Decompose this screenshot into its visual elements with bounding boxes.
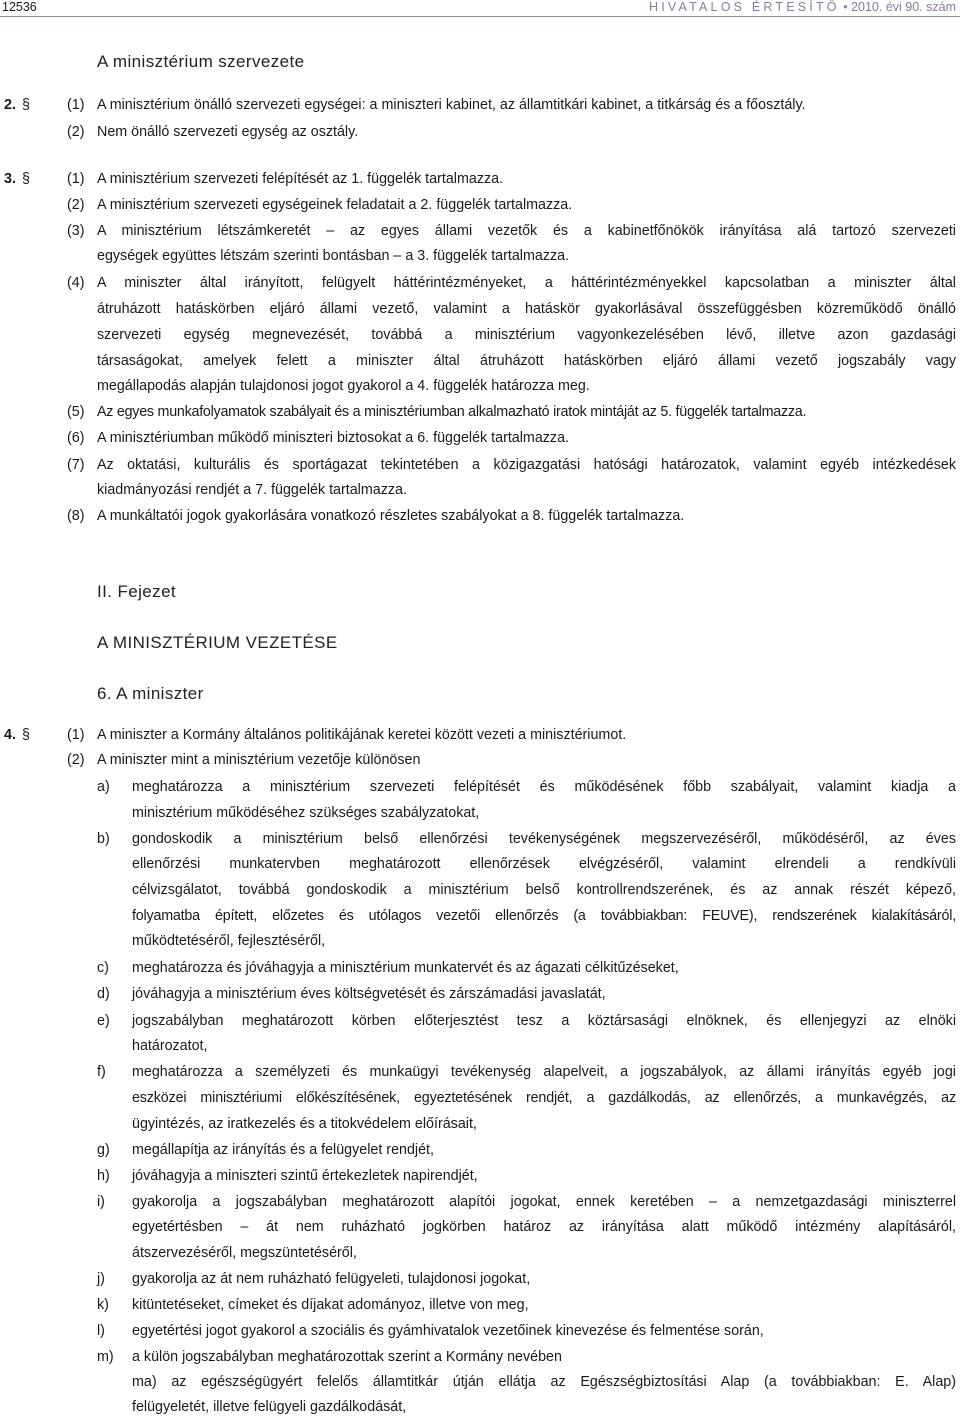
section-heading: A minisztérium szervezete: [97, 52, 305, 71]
s3-p1-number: (1): [67, 171, 85, 187]
s4-p1-number: (1): [67, 727, 85, 743]
s3-p8-text: A munkáltatói jogok gyakorlására vonatkozó részletes szabályokat a 8. függelék tartalmazza.: [97, 508, 685, 524]
s3-p5-text: Az egyes munkafolyamatok szabályait és a minisztériumban alkalmazható iratok mintáját az 5. függelék tartalmazza.: [97, 404, 807, 420]
s3-p7-line-2: kiadmányozási rendjét a 7. függelék tartalmazza.: [97, 482, 407, 498]
item-e-label: e): [97, 1013, 110, 1029]
item-j-text: gyakorolja az át nem ruházható felügyeleti, tulajdonosi jogokat,: [132, 1271, 531, 1287]
header-bullet: •: [843, 0, 848, 14]
item-b-line-1: gondoskodik a minisztérium belső ellenőrzési tevékenységének megszervezéséről, működéséről, az éves: [132, 831, 956, 847]
item-i-label: i): [97, 1194, 105, 1210]
item-g-text: megállapítja az irányítás és a felügyelet rendjét,: [132, 1142, 434, 1158]
item-h-text: jóváhagyja a miniszteri szintű értekezletek napirendjét,: [132, 1168, 478, 1184]
s3-p5-number: (5): [67, 404, 85, 420]
item-b-line-2: ellenőrzési munkatervben meghatározott ellenőrzések elvégzéséről, valamint elrendeli a rendkívüli: [132, 856, 956, 872]
item-b-label: b): [97, 831, 110, 847]
section-3-symbol: §: [22, 171, 30, 187]
item-l-text: egyetértési jogot gyakorol a szociális és gyámhivatalok vezetőinek kinevezése és felmentése során,: [132, 1323, 764, 1339]
item-e-line-2: határozatot,: [132, 1038, 208, 1054]
item-i-line-1: gyakorolja a jogszabályban meghatározott alapítói jogokat, ennek keretében – a nemzetgazdasági miniszterrel: [132, 1194, 956, 1210]
item-i-line-3: átszervezéséről, megszüntetéséről,: [132, 1245, 357, 1261]
s3-p2-text: A minisztérium szervezeti egységeinek feladatait a 2. függelék tartalmazza.: [97, 197, 573, 213]
section-2-number: 2.: [4, 97, 16, 113]
s2-p1-text: A minisztérium önálló szervezeti egységei: a miniszteri kabinet, az államtitkári kabinet, a titkárság és a főosztály.: [97, 97, 806, 113]
item-g-label: g): [97, 1142, 110, 1158]
item-c-text: meghatározza és jóváhagyja a minisztérium munkatervét és az ágazati célkitűzéseket,: [132, 960, 679, 976]
s3-p4-line-2: átruházott hatáskörben eljáró állami vezető, valamint a hatáskör gyakorlásával összefüggésben közreműködő önálló: [97, 301, 956, 317]
subsection-heading: 6. A miniszter: [97, 684, 204, 703]
chapter-heading: II. Fejezet: [97, 582, 177, 601]
s3-p7-line-1: Az oktatási, kulturális és sportágazat tekintetében a közigazgatási hatósági határozatok, valamint egyéb intézkedések: [97, 457, 956, 473]
item-e-line-1: jogszabályban meghatározott körben előterjesztést tesz a köztársasági elnöknek, és ellenjegyzi az elnöki: [132, 1013, 956, 1029]
item-d-text: jóváhagyja a minisztérium éves költségvetését és zárszámadási javaslatát,: [132, 986, 606, 1002]
item-c-label: c): [97, 960, 109, 976]
s3-p3-line-2: egységek együttes létszám szerinti bontásban – a 3. függelék tartalmazza.: [97, 248, 570, 264]
s3-p4-number: (4): [67, 275, 85, 291]
item-b-line-5: működtetéséről, fejlesztéséről,: [132, 933, 326, 949]
item-f-label: f): [97, 1064, 106, 1080]
item-a-line-2: minisztérium működéséhez szükséges szabályzatokat,: [132, 805, 480, 821]
s3-p3-number: (3): [67, 223, 85, 239]
s3-p6-text: A minisztériumban működő miniszteri biztosokat a 6. függelék tartalmazza.: [97, 430, 570, 446]
item-m-label: m): [97, 1349, 114, 1365]
s3-p4-line-5: megállapodás alapján tulajdonosi jogot gyakorol a 4. függelék határozza meg.: [97, 378, 590, 394]
issue-number: 2010. évi 90. szám: [851, 0, 956, 14]
item-ma-line-2: felügyeletét, illetve felügyeli gazdálkodását,: [132, 1399, 407, 1415]
item-d-label: d): [97, 986, 110, 1002]
s3-p4-line-4: társaságokat, amelyek felett a miniszter által átruházott hatáskörben eljáró állami vezető jogszabály vagy: [97, 353, 956, 369]
item-i-line-2: egyetértésben – át nem ruházható jogkörben határoz az irányítása alatt működő intézmény alapításáról,: [132, 1219, 956, 1235]
item-j-label: j): [97, 1271, 105, 1287]
s2-p2-number: (2): [67, 124, 85, 140]
publication-title: HIVATALOS ÉRTESÍTŐ: [648, 0, 840, 14]
chapter-title: A MINISZTÉRIUM VEZETÉSE: [97, 633, 338, 652]
s3-p3-line-1: A minisztérium létszámkeretét – az egyes állami vezetők és a kabinetfőnökök irányítása alá tartozó szervezeti: [97, 223, 956, 239]
s3-p4-line-1: A miniszter által irányított, felügyelt háttérintézményeket, a háttérintézményekkel kapcsolatban a miniszter által: [97, 275, 956, 291]
s3-p6-number: (6): [67, 430, 85, 446]
s3-p1-text: A minisztérium szervezeti felépítését az 1. függelék tartalmazza.: [97, 171, 504, 187]
item-ma-line-1: ma) az egészségügyért felelős államtitkár útján ellátja az Egészségbiztosítási Alap (a továbbiakban: E. Alap): [132, 1374, 956, 1390]
item-h-label: h): [97, 1168, 110, 1184]
s3-p8-number: (8): [67, 508, 85, 524]
item-k-label: k): [97, 1297, 109, 1313]
page-number: 12536: [2, 0, 37, 14]
section-2-symbol: §: [22, 97, 30, 113]
s3-p2-number: (2): [67, 197, 85, 213]
s4-p2-number: (2): [67, 752, 85, 768]
header-rule: [0, 16, 960, 17]
section-3-number: 3.: [4, 171, 16, 187]
item-l-label: l): [97, 1323, 105, 1339]
s3-p4-line-3: szervezeti egység megnevezését, továbbá a minisztérium vagyonkezelésében lévő, illetve azon gazdasági: [97, 327, 956, 343]
item-f-line-1: meghatározza a személyzeti és munkaügyi tevékenység alapelveit, a jogszabályok, az állami irányítás egyéb jogi: [132, 1064, 956, 1080]
item-b-line-3: célvizsgálatot, továbbá gondoskodik a minisztérium belső kontrollrendszerének, és az annak részét képező,: [132, 882, 956, 898]
item-f-line-2: eszközei minisztériumi előkészítésének, egyeztetésének rendjét, a gazdálkodás, az ellenőrzés, a munkavégzés, az: [132, 1090, 956, 1106]
s2-p2-text: Nem önálló szervezeti egység az osztály.: [97, 124, 359, 140]
section-4-number: 4.: [4, 727, 16, 743]
item-a-line-1: meghatározza a minisztérium szervezeti felépítését és működésének főbb szabályait, valamint kiadja a: [132, 779, 956, 795]
s4-p2-text: A miniszter mint a minisztérium vezetője különösen: [97, 752, 421, 768]
item-a-label: a): [97, 779, 110, 795]
item-b-line-4: folyamatba épített, előzetes és utólagos vezetői ellenőrzés (a továbbiakban: FEUVE), rendszerének kialakításáról,: [132, 908, 956, 924]
s4-p1-text: A miniszter a Kormány általános politikájának keretei között vezeti a minisztériumot.: [97, 727, 627, 743]
section-4-symbol: §: [22, 727, 30, 743]
item-m-text: a külön jogszabályban meghatározottak szerint a Kormány nevében: [132, 1349, 562, 1365]
s3-p7-number: (7): [67, 457, 85, 473]
item-f-line-3: ügyintézés, az iratkezelés és a titokvédelem előírásait,: [132, 1116, 477, 1132]
item-k-text: kitüntetéseket, címeket és díjakat adományoz, illetve von meg,: [132, 1297, 529, 1313]
s2-p1-number: (1): [67, 97, 85, 113]
page-header: [0, 0, 960, 16]
header-right: [649, 0, 956, 14]
